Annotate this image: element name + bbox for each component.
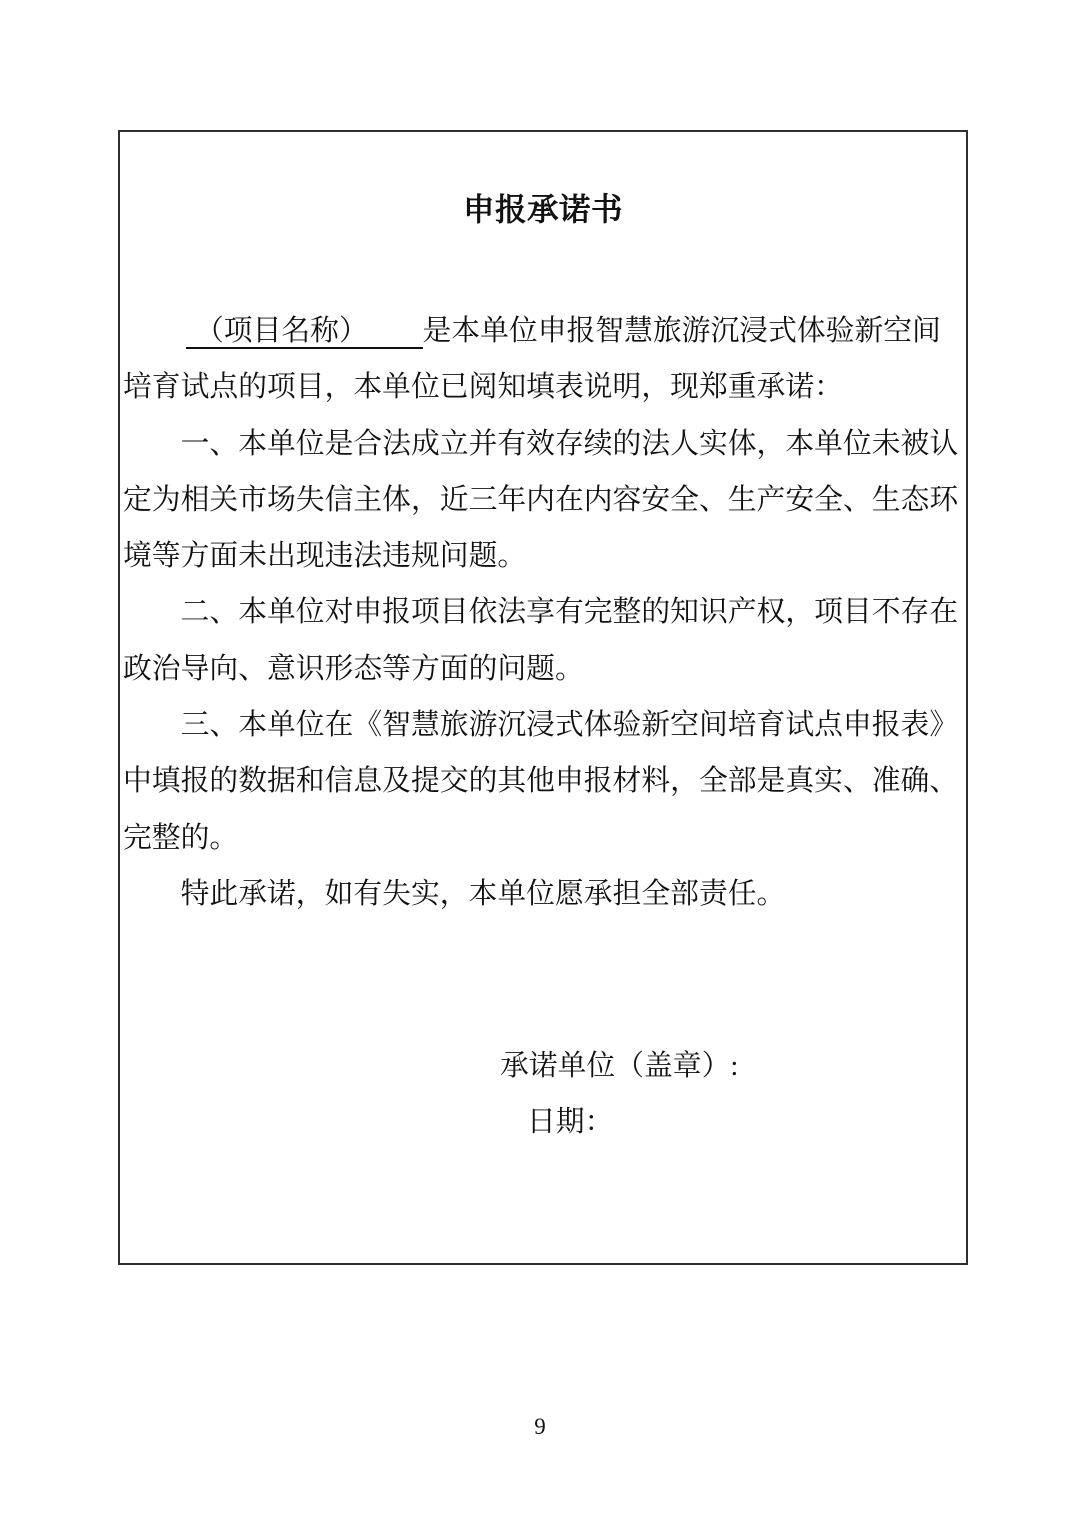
clause-3-line-1: 三、本单位在《智慧旅游沉浸式体验新空间培育试点申报表》: [180, 709, 959, 742]
intro-line-2: 培育试点的项目，本单位已阅知填表说明，现郑重承诺：: [123, 371, 843, 404]
project-name-field[interactable]: [186, 315, 422, 349]
clause-3-line-2: 中填报的数据和信息及提交的其他申报材料，全部是真实、准确、: [123, 765, 959, 798]
clause-1-line-1: 一、本单位是合法成立并有效存续的法人实体，本单位未被认: [180, 427, 959, 460]
intro-line-1-text: 是本单位申报智慧旅游沉浸式体验新空间: [422, 315, 941, 347]
clause-3-line-3: 完整的。: [123, 821, 239, 854]
page-number: 9: [534, 1414, 546, 1439]
intro-line-1: [123, 303, 959, 359]
clause-1-line-2: 定为相关市场失信主体，近三年内在内容安全、生产安全、生态环: [123, 483, 959, 516]
signature-date-label: 日期：: [527, 1106, 614, 1139]
signature-block: [500, 1038, 738, 1151]
clause-2-line-2: 政治导向、意识形态等方面的问题。: [123, 652, 584, 685]
clause-1-line-3: 境等方面未出现违法违规问题。: [123, 540, 527, 573]
project-name-placeholder: （项目名称）: [194, 315, 368, 347]
signature-unit-label: 承诺单位（盖章）:: [500, 1050, 739, 1082]
closing-line: 特此承诺，如有失实，本单位愿承担全部责任。: [180, 877, 786, 910]
document-body: [123, 303, 959, 922]
clause-2-line-1: 二、本单位对申报项目依法享有完整的知识产权，项目不存在: [180, 596, 959, 629]
document-title: 申报承诺书: [462, 191, 623, 227]
